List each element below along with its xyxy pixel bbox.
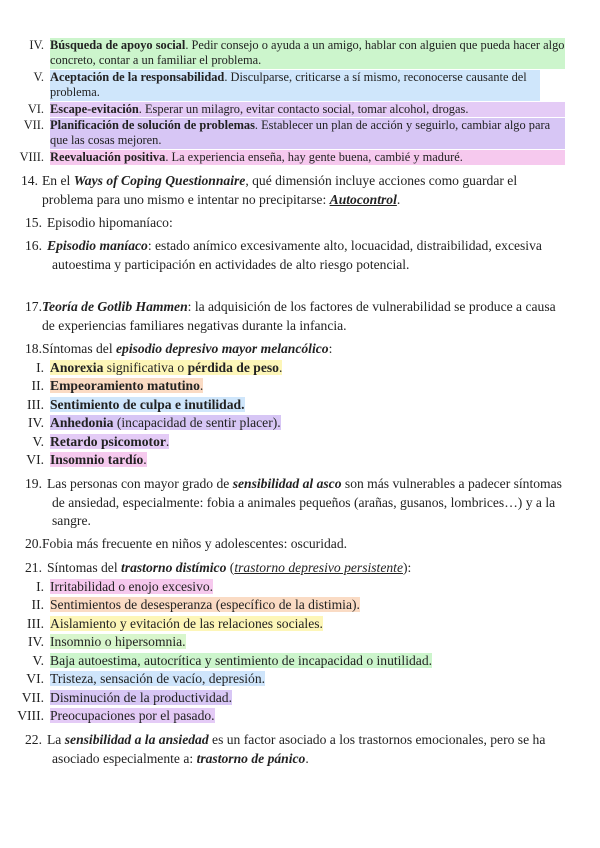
coping-item-body bbox=[50, 150, 565, 165]
coping-item-body bbox=[50, 38, 565, 69]
question-number: 17. bbox=[25, 299, 42, 314]
coping-numeral: VI. bbox=[27, 102, 44, 116]
item-body bbox=[50, 452, 147, 467]
coping-item-text: . Establecer un plan de acción y seguirlo, cambiar algo para que las cosas mejoren. bbox=[50, 118, 551, 148]
melancholic-item-2 bbox=[31, 377, 204, 396]
question-number: 15. bbox=[25, 215, 42, 230]
item-bold: Insomnio tardío bbox=[50, 452, 144, 467]
coping-item-body bbox=[50, 102, 565, 117]
question-20 bbox=[25, 535, 557, 554]
question-text: : estado anímico excesivamente alto, locuacidad, distraibilidad, excesiva autoestima y participación en actividades de alto riesgo potencial. bbox=[52, 238, 542, 272]
item-text: . bbox=[278, 360, 283, 375]
item-body bbox=[50, 397, 245, 412]
question-number: 21. bbox=[25, 560, 42, 575]
coping-item-body bbox=[50, 70, 540, 101]
item-body bbox=[50, 415, 281, 430]
coping-numeral: VII. bbox=[23, 118, 44, 132]
question-number: 20. bbox=[25, 536, 42, 551]
item-text: . bbox=[199, 378, 204, 393]
question-number: 14. bbox=[21, 173, 38, 188]
item-numeral: III. bbox=[27, 616, 44, 631]
coping-item-7 bbox=[23, 118, 565, 149]
item-bold: Anorexia bbox=[50, 360, 104, 375]
item-numeral: V. bbox=[32, 434, 44, 449]
question-19 bbox=[25, 475, 562, 531]
item-numeral: I. bbox=[36, 579, 44, 594]
question-text: Fobia más frecuente en niños y adolescentes: oscuridad. bbox=[42, 536, 348, 551]
question-text: Las personas con mayor grado de bbox=[47, 476, 233, 491]
term: episodio depresivo mayor melancólico bbox=[116, 341, 329, 356]
item-bold: Sentimiento de culpa e inutilidad. bbox=[50, 397, 245, 412]
coping-item-title: Aceptación de la responsabilidad bbox=[50, 70, 225, 84]
item-numeral: VIII. bbox=[17, 708, 44, 723]
melancholic-item-1 bbox=[36, 359, 283, 378]
question-number: 22. bbox=[25, 732, 42, 747]
melancholic-item-4 bbox=[28, 414, 281, 433]
item-text: Sentimientos de desesperanza (específico de la distimia). bbox=[50, 597, 360, 612]
item-text: (incapacidad de sentir placer). bbox=[113, 415, 281, 430]
item-bold: Retardo psicomotor bbox=[50, 434, 166, 449]
dysthymic-item-5 bbox=[32, 652, 433, 671]
question-17 bbox=[25, 298, 557, 335]
item-numeral: II. bbox=[31, 597, 44, 612]
question-15 bbox=[25, 214, 557, 233]
item-numeral: IV. bbox=[28, 634, 44, 649]
item-numeral: VI. bbox=[26, 452, 44, 467]
term: trastorno distímico bbox=[121, 560, 227, 575]
question-text: : bbox=[328, 341, 333, 356]
dysthymic-item-8 bbox=[17, 707, 215, 726]
melancholic-item-3 bbox=[27, 396, 245, 415]
question-text: La bbox=[47, 732, 65, 747]
item-body bbox=[50, 360, 282, 375]
item-text: significativa o bbox=[103, 360, 188, 375]
coping-item-text: . Esperar un milagro, evitar contacto social, tomar alcohol, drogas. bbox=[138, 102, 469, 116]
question-16 bbox=[25, 237, 562, 274]
question-text: . bbox=[396, 191, 401, 207]
item-text: Preocupaciones por el pasado. bbox=[50, 708, 215, 723]
item-text: Insomnio o hipersomnia. bbox=[50, 634, 186, 649]
item-numeral: I. bbox=[36, 360, 44, 375]
question-text: . bbox=[305, 750, 309, 766]
term: sensibilidad a la ansiedad bbox=[64, 732, 209, 747]
term: sensibilidad al asco bbox=[232, 476, 342, 491]
term-alias: trastorno depresivo persistente bbox=[234, 560, 403, 575]
coping-item-title: Reevaluación positiva bbox=[50, 150, 166, 164]
coping-item-title: Escape-evitación bbox=[50, 102, 139, 116]
question-14 bbox=[21, 172, 557, 209]
item-text: Baja autoestima, autocrítica y sentimiento de incapacidad o inutilidad. bbox=[50, 653, 433, 668]
question-text: es un factor asociado a los trastornos emocionales, pero se ha asociado especialmente a: bbox=[52, 732, 546, 766]
coping-numeral: VIII. bbox=[19, 150, 44, 164]
question-text: son más vulnerables a padecer síntomas de ansiedad, especialmente: fobia a animales pequeños (arañas, gusanos, lombrices…) y a la sangre. bbox=[52, 476, 562, 528]
item-text: Disminución de la productividad. bbox=[50, 690, 232, 705]
item-text: Irritabilidad o enojo excesivo. bbox=[50, 579, 214, 594]
item-numeral: VII. bbox=[21, 690, 44, 705]
coping-item-4 bbox=[29, 38, 565, 69]
question-text: : la adquisición de los factores de vulnerabilidad se produce a causa de experiencias familiares negativas durante la infancia. bbox=[42, 299, 556, 333]
item-text: . bbox=[143, 452, 147, 467]
coping-item-6 bbox=[27, 102, 565, 117]
dysthymic-item-6 bbox=[26, 670, 266, 689]
item-numeral: IV. bbox=[28, 415, 44, 430]
question-text: En el bbox=[42, 173, 74, 188]
item-numeral: II. bbox=[31, 378, 44, 393]
coping-item-text: . Disculparse, criticarse a sí mismo, reconocerse causante del problema. bbox=[50, 70, 527, 100]
dysthymic-item-7 bbox=[21, 689, 232, 708]
coping-numeral: IV. bbox=[29, 38, 44, 52]
item-bold: pérdida de peso bbox=[187, 360, 279, 375]
item-numeral: VI. bbox=[26, 671, 44, 686]
coping-item-text: . Pedir consejo o ayuda a un amigo, hablar con alguien que pueda hacer algo concreto, contar a un familiar el problema. bbox=[50, 38, 565, 68]
dysthymic-item-2 bbox=[31, 596, 360, 615]
melancholic-item-6 bbox=[26, 451, 147, 470]
question-text: , qué dimensión incluye acciones como guardar el problema para uno mismo e intentar no precipitarse: bbox=[42, 173, 518, 207]
dysthymic-item-4 bbox=[28, 633, 186, 652]
item-text: Aislamiento y evitación de las relaciones sociales. bbox=[50, 616, 323, 631]
item-body bbox=[50, 378, 203, 393]
coping-item-5 bbox=[33, 70, 540, 101]
term: Episodio maníaco bbox=[47, 238, 148, 253]
question-text: Episodio hipomaníaco: bbox=[47, 215, 173, 230]
coping-item-title: Búsqueda de apoyo social bbox=[50, 38, 186, 52]
dysthymic-item-3 bbox=[27, 615, 323, 634]
term: Teoría de Gotlib Hammen bbox=[42, 299, 188, 314]
question-22 bbox=[25, 731, 575, 768]
question-number: 18. bbox=[25, 341, 42, 356]
coping-item-8 bbox=[19, 150, 565, 165]
question-text: Síntomas del bbox=[47, 560, 122, 575]
coping-item-body bbox=[50, 118, 565, 149]
coping-numeral: V. bbox=[33, 70, 44, 84]
answer-text: trastorno de pánico bbox=[196, 750, 306, 766]
question-18 bbox=[25, 340, 557, 359]
item-numeral: III. bbox=[27, 397, 44, 412]
item-numeral: V. bbox=[32, 653, 44, 668]
item-bold: Empeoramiento matutino bbox=[50, 378, 200, 393]
item-body bbox=[50, 434, 169, 449]
coping-item-text: . La experiencia enseña, hay gente buena, cambié y maduré. bbox=[165, 150, 463, 164]
melancholic-item-5 bbox=[32, 433, 170, 452]
question-text: ( bbox=[226, 560, 235, 575]
coping-item-title: Planificación de solución de problemas bbox=[50, 118, 255, 132]
question-text: Síntomas del bbox=[42, 341, 117, 356]
question-text: ): bbox=[402, 560, 412, 575]
question-number: 19. bbox=[25, 476, 42, 491]
item-text: . bbox=[165, 434, 170, 449]
dysthymic-item-1 bbox=[36, 578, 214, 597]
answer-text: Autocontrol bbox=[329, 191, 397, 207]
question-21 bbox=[25, 559, 557, 578]
item-text: Tristeza, sensación de vacío, depresión. bbox=[50, 671, 266, 686]
instrument-name: Ways of Coping Questionnaire bbox=[73, 173, 246, 188]
question-number: 16. bbox=[25, 238, 42, 253]
item-bold: Anhedonia bbox=[50, 415, 114, 430]
